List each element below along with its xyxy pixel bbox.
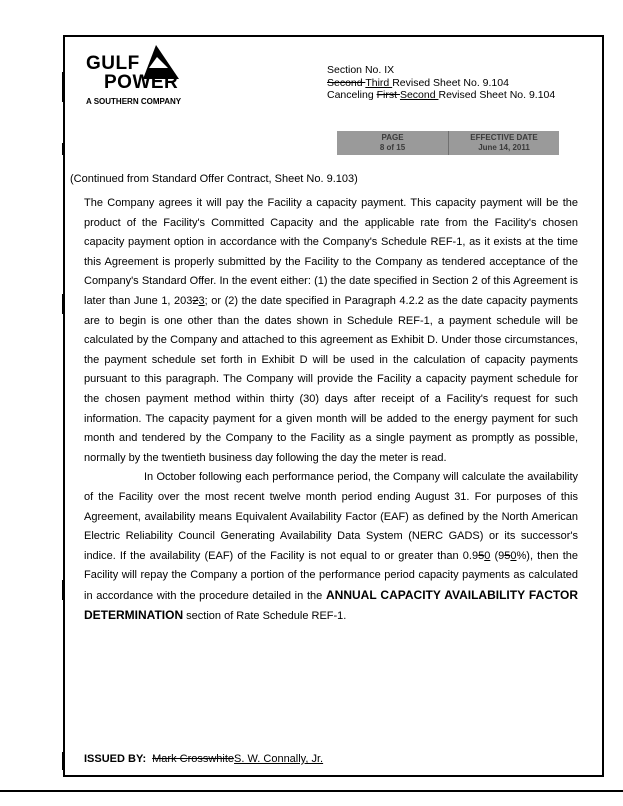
stamp-effective-cell <box>448 131 559 155</box>
issuer-name: S. W. Connally, Jr. <box>234 753 324 765</box>
deleted-text: Mark Crosswhite <box>152 753 235 765</box>
stamp-effective-label: EFFECTIVE DATE <box>470 133 538 142</box>
revision-bar <box>62 143 64 155</box>
issued-by-label: ISSUED BY: <box>84 753 147 765</box>
revision-bar <box>62 752 64 770</box>
bottom-rule <box>0 790 623 792</box>
inserted-text: 3 <box>198 294 205 307</box>
logo-tagline: A SOUTHERN COMPANY <box>86 97 182 106</box>
deleted-text: First <box>376 89 400 101</box>
page-stamp <box>337 131 559 155</box>
revision-bar <box>62 294 64 314</box>
sheet-line <box>327 77 555 90</box>
issued-by <box>84 753 323 765</box>
deleted-text: 2 <box>192 294 199 307</box>
canceling-rest: Revised Sheet No. 9.104 <box>438 89 556 101</box>
para2-text: section of Rate Schedule REF-1. <box>183 610 347 623</box>
inserted-text: Third <box>365 76 393 89</box>
para2-text: (9 <box>490 549 505 562</box>
inserted-text: 0 <box>510 549 517 562</box>
stamp-page-label: PAGE <box>381 133 404 142</box>
inserted-text: Second <box>399 89 439 101</box>
logo-word-gulf: GULF <box>86 53 140 74</box>
deleted-text: Second <box>327 76 366 89</box>
logo-word-power: POWER <box>104 72 179 93</box>
para2-text: %), then the Facility will repay the Company a portion of the performance period capacity payments as calculated in accordance with the procedure detailed in the <box>84 549 578 602</box>
para1-text: ; or (2) the date specified in Paragraph 4.2.2 as the date capacity payments are to begin is one other than the dates shown in Schedule REF-1, a payment schedule will be calculated by the Company and attached to this agreement as Exhibit D. Under those circumstances, the payment schedule set forth in Exhibit D will be used in the calculation of capacity payments pursuant to this paragraph. The Company will provide the Facility a capacity payment schedule for the chosen payment method within thirty (30) days after receipt of a Facility's request for such information. The capacity payment for a given month will be added to the energy payment for such month and tendered by the Company to the Facility as a single payment as promptly as possible, normally by the twentieth business day following the day the meter is read. <box>84 294 578 464</box>
deleted-text: 5 <box>478 549 485 562</box>
canceling-prefix: Canceling <box>327 89 377 101</box>
stamp-page-value: 8 of 15 <box>379 143 406 152</box>
para1-text: The Company agrees it will pay the Facility a capacity payment. This capacity payment will be the product of the Facility's Committed Capacity and the applicable rate from the Facility's chosen capacity payment option in accordance with the Company's Schedule REF-1, as it exists at the time this Agreement is properly submitted by the Facility to the Company as tendered acceptance of the Company's Standard Offer. In the event either: (1) the date specified in Section 2 of this Agreement is later than June 1, 203 <box>84 197 578 307</box>
revision-bar <box>62 580 64 600</box>
stamp-effective-value: June 14, 2011 <box>478 143 530 152</box>
paragraph-capacity-payment <box>84 194 578 468</box>
stamp-page-cell <box>337 131 448 155</box>
rate-schedule-reference: ANNUAL CAPACITY AVAILABILITY FACTOR DETERMINATION <box>84 587 578 623</box>
revision-bar <box>62 72 64 102</box>
deleted-text: 5 <box>504 549 511 562</box>
document-body <box>84 194 578 627</box>
para2-text: In October following each performance period, the Company will calculate the availability of the Facility over the most recent twelve month period ending August 31. For purposes of this Agreement, availability means Equivalent Availability Factor (EAF) as defined by the North American Electric Reliability Council Generating Availability Data System (NERC GADS) or its successor's indice. If the availability (EAF) of the Facility is not equal to or greater than 0.9 <box>84 471 578 562</box>
gulf-power-logo <box>86 52 226 112</box>
canceling-line <box>327 89 555 102</box>
inserted-text: 0 <box>484 549 491 562</box>
section-info <box>327 64 555 102</box>
sheet-rest: Revised Sheet No. 9.104 <box>392 76 509 89</box>
paragraph-availability <box>84 468 578 627</box>
continued-note: (Continued from Standard Offer Contract, Sheet No. 9.103) <box>70 173 358 185</box>
section-number: Section No. IX <box>327 64 395 76</box>
